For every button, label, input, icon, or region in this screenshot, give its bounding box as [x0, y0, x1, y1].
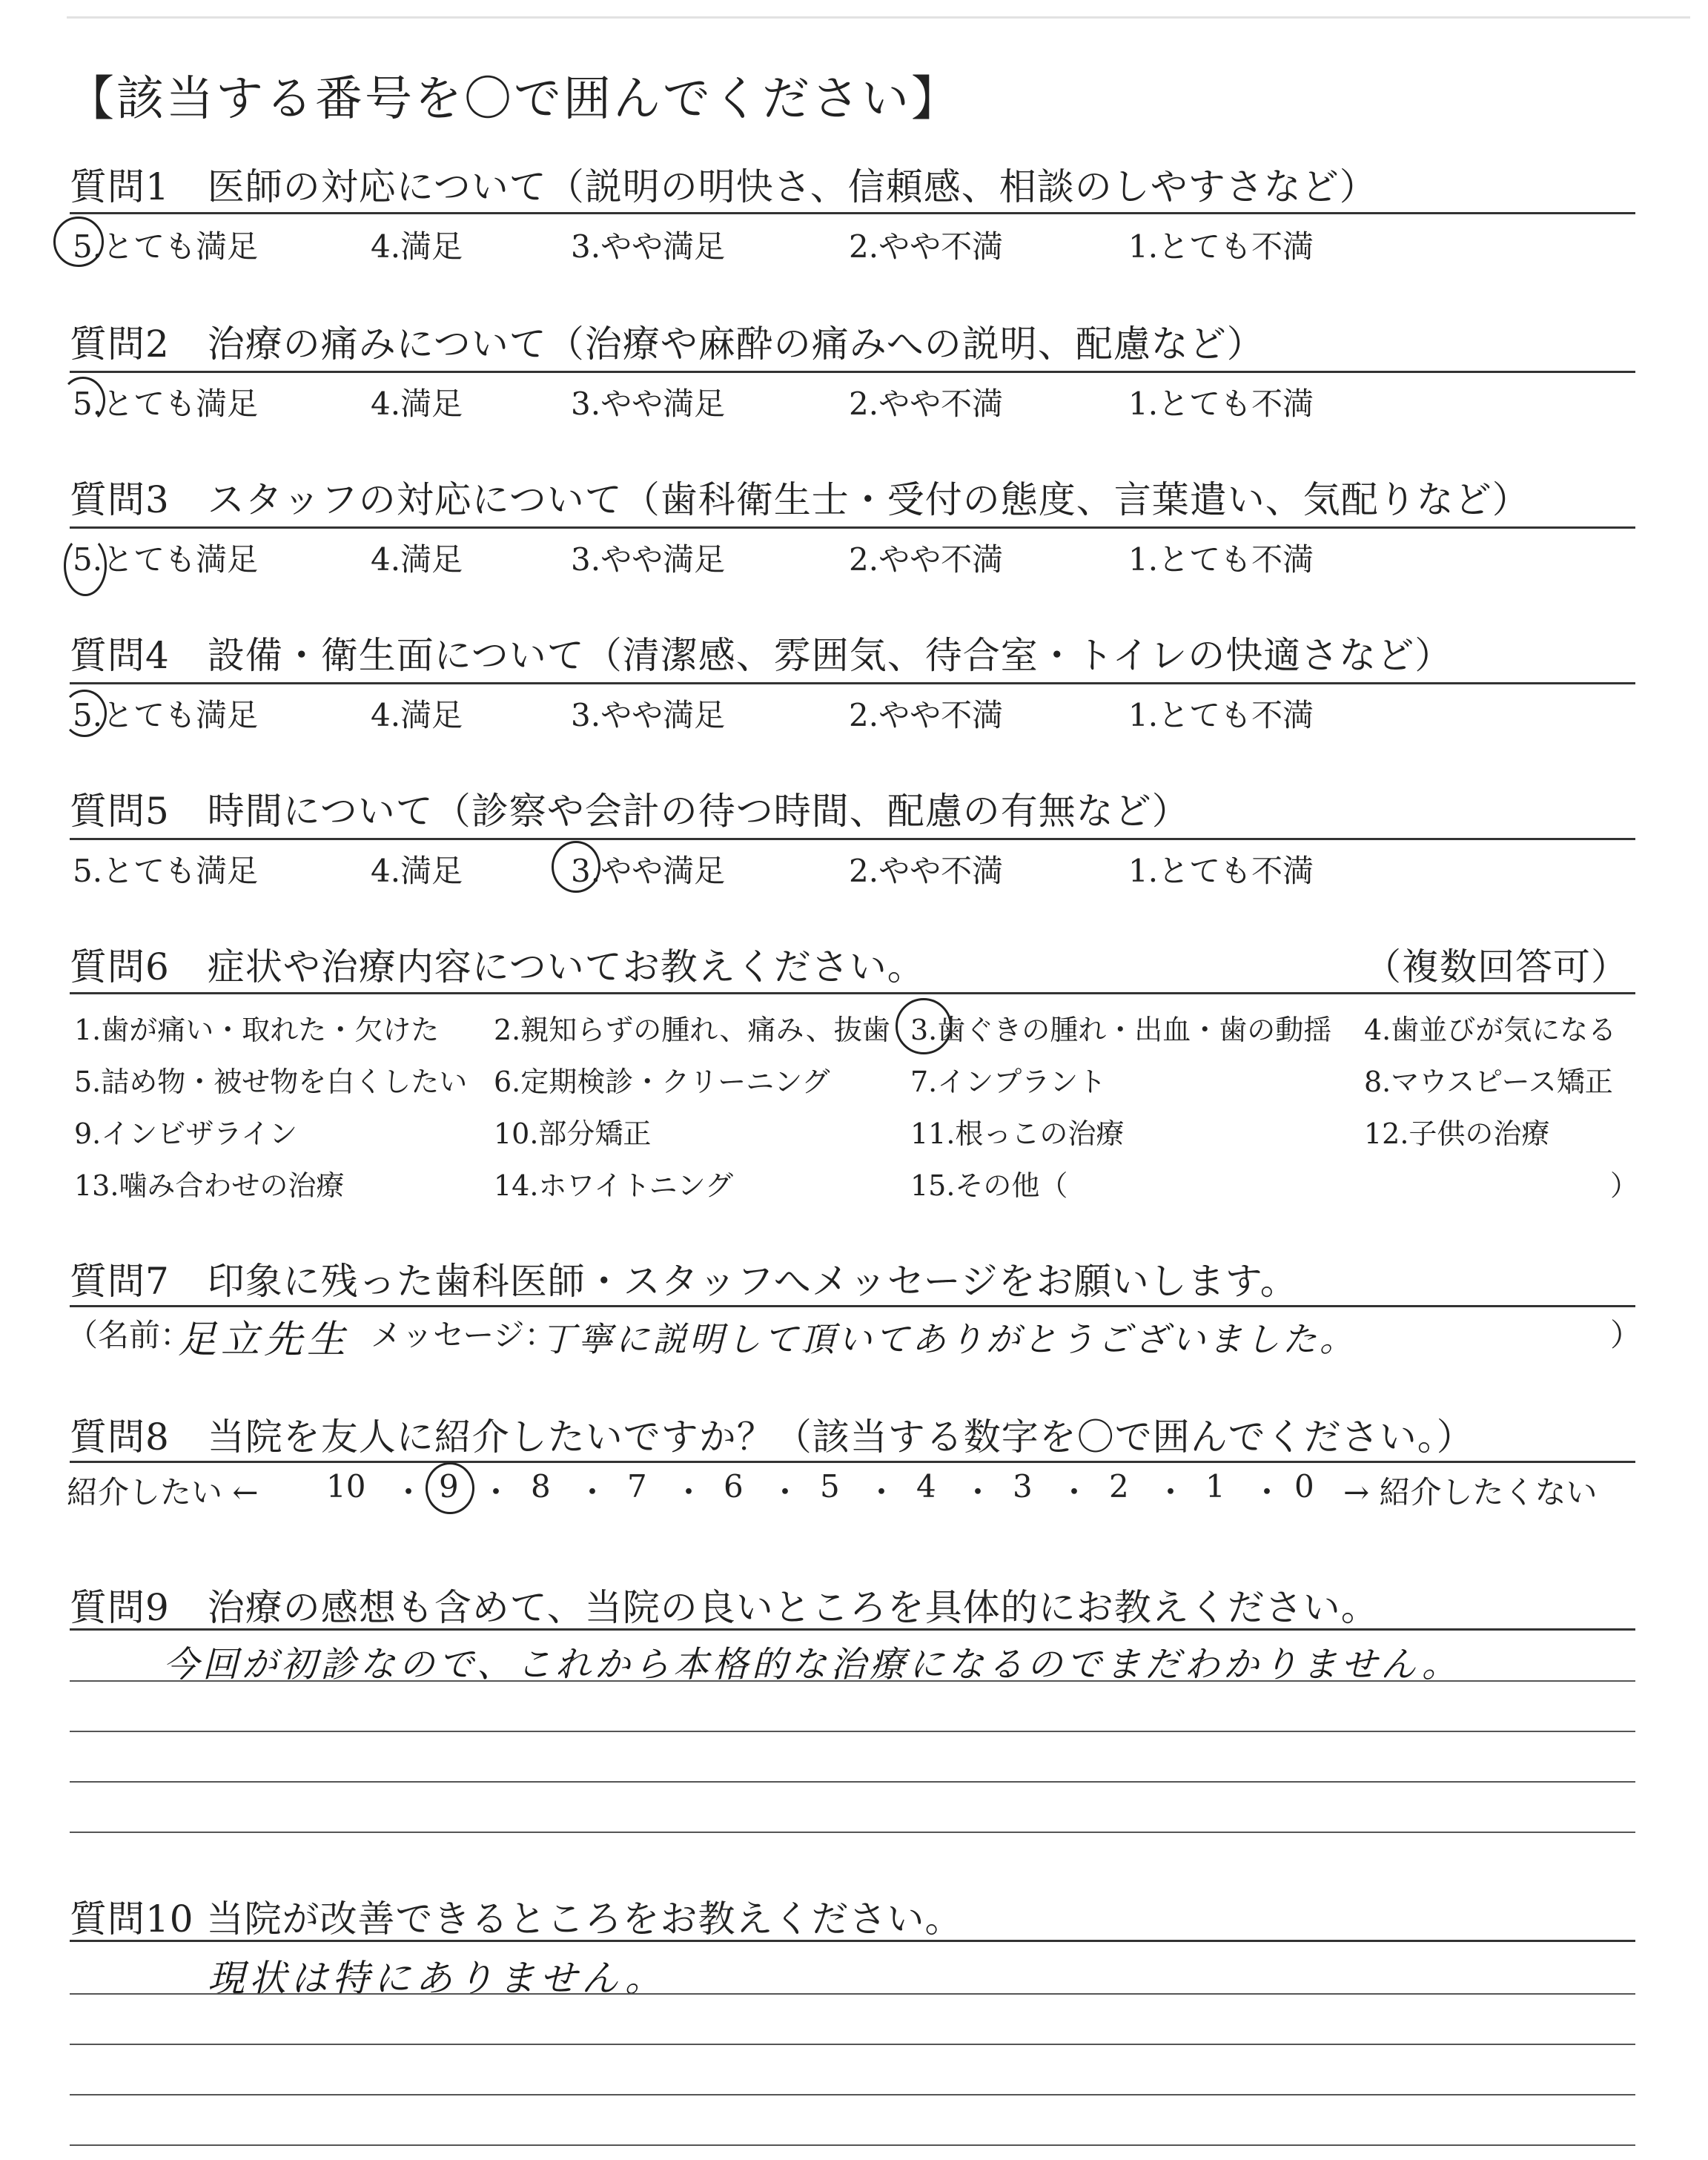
q5-label: 質問5 時間について（診察や会計の待つ時間、配慮の有無など） — [70, 790, 1190, 833]
q9-answer-line — [70, 1832, 1635, 1833]
q5-option-5[interactable]: 5.とても満足 — [73, 853, 259, 889]
q6-item-8[interactable]: 8.マウスピース矯正 — [1364, 1066, 1613, 1098]
q6-item-9[interactable]: 9.インビザライン — [74, 1117, 298, 1150]
q6-item-11[interactable]: 11.根っこの治療 — [910, 1117, 1125, 1150]
q8-sep: ・ — [480, 1474, 512, 1510]
q6-selection-circle — [896, 998, 952, 1054]
q2-option-4[interactable]: 4.満足 — [371, 386, 463, 422]
q10-answer-line — [70, 2094, 1635, 2095]
q9-label: 質問9 治療の感想も含めて、当院の良いところを具体的にお教えください。 — [70, 1586, 1379, 1629]
q8-scale-3[interactable]: 3 — [1013, 1468, 1033, 1505]
q6-label: 質問6 症状や治療内容についてお教えください。 — [70, 945, 925, 988]
q4-label: 質問4 設備・衛生面について（清潔感、雰囲気、待合室・トイレの快適さなど） — [70, 634, 1453, 677]
q7-name-label: （名前： — [67, 1317, 192, 1353]
q8-scale-4[interactable]: 4 — [916, 1468, 936, 1505]
q3-option-5[interactable]: 5.とても満足 — [73, 541, 259, 578]
q5-option-1[interactable]: 1.とても不満 — [1128, 853, 1314, 889]
q1-selection-circle — [53, 217, 104, 267]
q9-rule — [70, 1628, 1635, 1631]
q9-answer[interactable]: 今回が初診なので、これから本格的な治療になるのでまだわかりません。 — [163, 1644, 1461, 1685]
q1-option-4[interactable]: 4.満足 — [371, 228, 463, 265]
q1-option-2[interactable]: 2.やや不満 — [849, 228, 1004, 265]
q1-rule — [70, 212, 1635, 214]
q9-answer-line — [70, 1781, 1635, 1783]
q6-item-5[interactable]: 5.詰め物・被せ物を白くしたい — [74, 1066, 468, 1098]
q2-option-2[interactable]: 2.やや不満 — [849, 386, 1004, 422]
q8-scale-2[interactable]: 2 — [1109, 1468, 1129, 1505]
q8-left-label: 紹介したい ← — [67, 1474, 259, 1510]
q5-option-2[interactable]: 2.やや不満 — [849, 853, 1004, 889]
q8-sep: ・ — [673, 1474, 705, 1510]
top-border — [67, 16, 1690, 19]
q2-option-5[interactable]: 5.とても満足 — [73, 386, 259, 422]
q6-other-close-paren: ） — [1610, 1169, 1639, 1202]
q4-option-1[interactable]: 1.とても不満 — [1128, 697, 1314, 733]
q8-sep: ・ — [1155, 1474, 1187, 1510]
q8-right-label: → 紹介したくない — [1343, 1474, 1598, 1510]
q6-note: （複数回答可） — [1364, 945, 1629, 988]
q8-sep: ・ — [393, 1474, 425, 1510]
q4-option-5[interactable]: 5.とても満足 — [73, 697, 259, 733]
q3-option-3[interactable]: 3.やや満足 — [571, 541, 726, 578]
q9-answer-line — [70, 1731, 1635, 1732]
q7-close-paren: ） — [1610, 1317, 1642, 1353]
q1-option-1[interactable]: 1.とても不満 — [1128, 228, 1314, 265]
q3-selection-circle — [64, 535, 107, 596]
q5-option-3[interactable]: 3.やや満足 — [571, 853, 726, 889]
q8-sep: ・ — [1251, 1474, 1283, 1510]
q8-sep: ・ — [866, 1474, 898, 1510]
q1-label: 質問1 医師の対応について（説明の明快さ、信頼感、相談のしやすさなど） — [70, 165, 1377, 208]
q5-rule — [70, 838, 1635, 840]
q8-scale-10[interactable]: 10 — [326, 1468, 366, 1505]
q2-option-3[interactable]: 3.やや満足 — [571, 386, 726, 422]
q6-item-2[interactable]: 2.親知らずの腫れ、痛み、抜歯 — [494, 1014, 890, 1046]
q4-rule — [70, 682, 1635, 684]
q8-scale-6[interactable]: 6 — [724, 1468, 744, 1505]
q3-label: 質問3 スタッフの対応について（歯科衛生士・受付の態度、言葉遣い、気配りなど） — [70, 478, 1530, 521]
q3-rule — [70, 526, 1635, 529]
q6-item-6[interactable]: 6.定期検診・クリーニング — [494, 1066, 830, 1098]
q5-selection-circle — [552, 841, 600, 893]
q8-scale-1[interactable]: 1 — [1205, 1468, 1225, 1505]
q6-item-14[interactable]: 14.ホワイトニング — [494, 1169, 734, 1202]
q9-answer-line — [70, 1680, 1635, 1682]
q8-sep: ・ — [769, 1474, 801, 1510]
q8-scale-5[interactable]: 5 — [820, 1468, 840, 1505]
q6-rule — [70, 992, 1635, 994]
q8-scale-9[interactable]: 9 — [439, 1468, 459, 1505]
q1-option-3[interactable]: 3.やや満足 — [571, 228, 726, 265]
q10-label: 質問10 当院が改善できるところをお教えください。 — [70, 1898, 963, 1941]
q2-rule — [70, 371, 1635, 373]
q7-message-value[interactable]: 丁寧に説明して頂いてありがとうございました。 — [541, 1319, 1357, 1359]
page-title: 【該当する番号を〇で囲んでください】 — [67, 72, 961, 127]
q4-selection-circle — [62, 690, 107, 737]
q3-option-4[interactable]: 4.満足 — [371, 541, 463, 578]
q2-option-1[interactable]: 1.とても不満 — [1128, 386, 1314, 422]
q8-sep: ・ — [577, 1474, 609, 1510]
q6-item-10[interactable]: 10.部分矯正 — [494, 1117, 652, 1150]
q7-name-value[interactable]: 足立先生 — [178, 1318, 351, 1362]
q2-label: 質問2 治療の痛みについて（治療や麻酔の痛みへの説明、配慮など） — [70, 323, 1265, 366]
q8-scale-0[interactable]: 0 — [1294, 1468, 1314, 1505]
q8-rule — [70, 1461, 1635, 1463]
q8-scale-8[interactable]: 8 — [531, 1468, 551, 1505]
q10-answer-line — [70, 2044, 1635, 2045]
q6-item-13[interactable]: 13.噛み合わせの治療 — [74, 1169, 345, 1202]
q3-option-2[interactable]: 2.やや不満 — [849, 541, 1004, 578]
q10-rule — [70, 1940, 1635, 1942]
q7-rule — [70, 1305, 1635, 1307]
q4-option-4[interactable]: 4.満足 — [371, 697, 463, 733]
q8-label: 質問8 当院を友人に紹介したいですか？（該当する数字を〇で囲んでください。） — [70, 1416, 1474, 1459]
q6-item-7[interactable]: 7.インプラント — [910, 1066, 1107, 1098]
q5-option-4[interactable]: 4.満足 — [371, 853, 463, 889]
q4-option-2[interactable]: 2.やや不満 — [849, 697, 1004, 733]
q10-answer[interactable]: 現状は特にありません。 — [208, 1957, 666, 2000]
q8-scale-7[interactable]: 7 — [627, 1468, 647, 1505]
q8-sep: ・ — [962, 1474, 994, 1510]
q6-item-15[interactable]: 15.その他（ — [910, 1169, 1068, 1202]
q6-item-1[interactable]: 1.歯が痛い・取れた・欠けた — [74, 1014, 440, 1046]
q6-item-4[interactable]: 4.歯並びが気になる — [1364, 1014, 1617, 1046]
q2-selection-circle — [61, 377, 105, 424]
q10-answer-line — [70, 2144, 1635, 2146]
q10-answer-line — [70, 1993, 1635, 1995]
q6-item-12[interactable]: 12.子供の治療 — [1364, 1117, 1550, 1150]
q6-item-3[interactable]: 3.歯ぐきの腫れ・出血・歯の動揺 — [910, 1014, 1332, 1046]
q3-option-1[interactable]: 1.とても不満 — [1128, 541, 1314, 578]
q1-option-5[interactable]: 5.とても満足 — [73, 228, 259, 265]
q8-sep: ・ — [1059, 1474, 1090, 1510]
q8-selection-circle — [426, 1462, 474, 1514]
q7-message-label: メッセージ： — [371, 1317, 556, 1353]
q7-label: 質問7 印象に残った歯科医師・スタッフへメッセージをお願いします。 — [70, 1260, 1298, 1303]
q4-option-3[interactable]: 3.やや満足 — [571, 697, 726, 733]
